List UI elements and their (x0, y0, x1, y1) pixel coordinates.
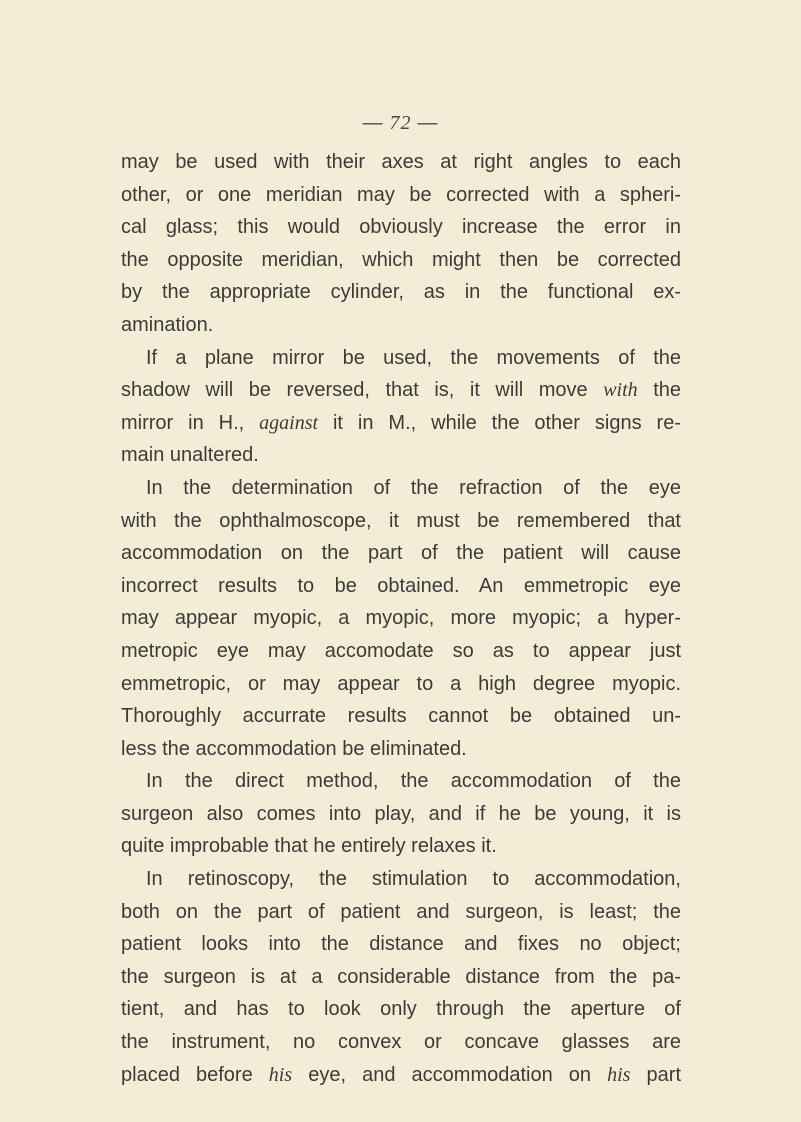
page-number-value: 72 (389, 112, 412, 134)
paragraph-2-line-4: main unaltered. (121, 444, 259, 467)
paragraph-5-line-5: tient, and has to look only through the aperture of (121, 998, 681, 1021)
paragraph-4-line-3: quite improbable that he entirely relaxes it. (121, 835, 497, 858)
italic-word-his-1: his (268, 1063, 293, 1086)
page-body-text (121, 146, 681, 1091)
paragraph-2-line-2-text-b: the (653, 379, 682, 402)
paragraph-1-line-6: amination. (121, 313, 214, 336)
page-number (0, 112, 801, 135)
paragraph-5-line-6: the instrument, no convex or concave glasses are (121, 1031, 681, 1054)
italic-word-against: against (259, 411, 319, 434)
paragraph-2-line-2 (121, 374, 681, 407)
paragraph-5-line-7-text-a: placed before (121, 1063, 253, 1086)
paragraph-3-line-2: with the ophthalmoscope, it must be remembered that (121, 509, 681, 532)
paragraph-3-line-6: metropic eye may accomodate so as to appear just (121, 639, 681, 662)
page-number-dash-right: — (417, 112, 439, 134)
italic-word-his-2: his (607, 1063, 631, 1086)
page-number-dash-left: — (362, 112, 384, 134)
paragraph-3-line-5: may appear myopic, a myopic, more myopic; a hyper- (121, 607, 681, 630)
paragraph-4-line-2: surgeon also comes into play, and if he be young, it is (121, 802, 681, 825)
paragraph-4-line-1: In the direct method, the accommodation of the (146, 770, 681, 793)
paragraph-1-line-2: other, or one meridian may be corrected with a spheri- (121, 183, 681, 206)
paragraph-1-line-3: cal glass; this would obviously increase the error in (121, 216, 681, 239)
paragraph-5-line-1: In retinoscopy, the stimulation to accommodation, (146, 868, 681, 891)
paragraph-5-line-2: both on the part of patient and surgeon, is least; the (121, 900, 681, 923)
paragraph-2-line-3-text-a: mirror in H., (121, 411, 245, 434)
paragraph-1-line-5: by the appropriate cylinder, as in the functional ex- (121, 281, 681, 304)
paragraph-5-line-7-text-b: eye, and accommodation on (308, 1063, 592, 1086)
paragraph-5-line-7 (121, 1059, 681, 1092)
paragraph-2-line-3 (121, 407, 681, 440)
paragraph-3-line-9: less the accommodation be eliminated. (121, 737, 467, 760)
paragraph-3-line-4: incorrect results to be obtained. An emmetropic eye (121, 574, 681, 597)
paragraph-1-line-1: may be used with their axes at right angles to each (121, 151, 681, 173)
paragraph-2-line-2-text-a: shadow will be reversed, that is, it will move (121, 379, 588, 402)
paragraph-3-line-7: emmetropic, or may appear to a high degree myopic. (121, 672, 681, 695)
paragraph-2-line-3-text-b: it in M., while the other signs re- (332, 411, 681, 434)
paragraph-3-line-3: accommodation on the part of the patient will cause (121, 542, 681, 565)
paragraph-1-line-4: the opposite meridian, which might then be corrected (121, 248, 681, 271)
paragraph-3-line-1: In the determination of the refraction of the eye (146, 476, 681, 499)
paragraph-3-line-8: Thoroughly accurrate results cannot be obtained un- (121, 705, 681, 728)
paragraph-5-line-4: the surgeon is at a considerable distance from the pa- (121, 965, 681, 988)
paragraph-5-line-3: patient looks into the distance and fixes no object; (121, 933, 681, 956)
paragraph-5-line-7-text-c: part (646, 1063, 681, 1086)
italic-word-with: with (603, 379, 638, 402)
paragraph-2-line-1: If a plane mirror be used, the movements of the (146, 346, 681, 369)
